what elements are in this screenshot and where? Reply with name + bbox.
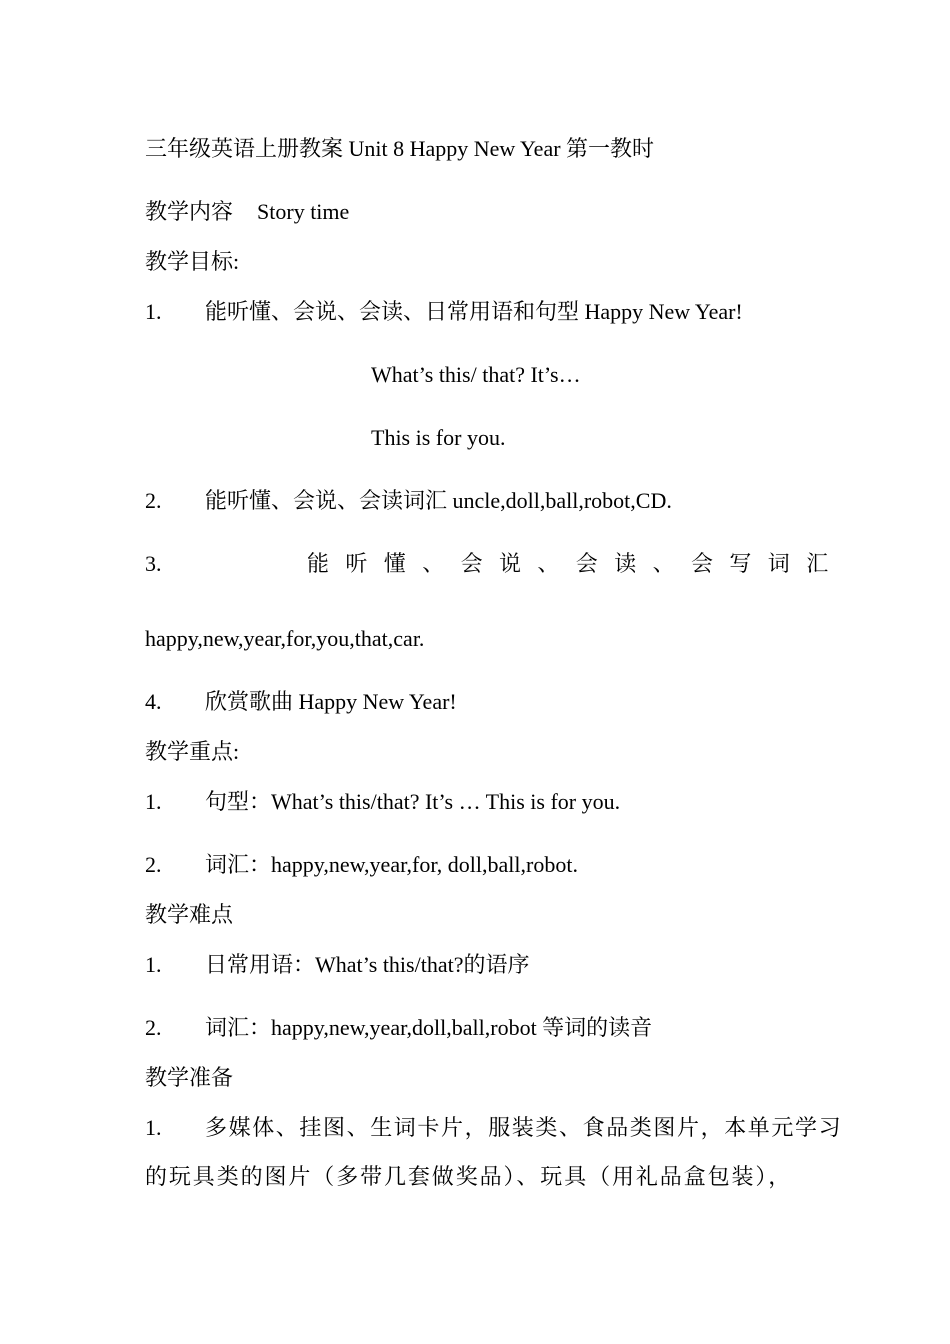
difficulty-number: 2. bbox=[145, 1015, 162, 1040]
difficulty-text: 词汇：happy,new,year,doll,ball,robot 等词的读音 bbox=[205, 1015, 653, 1040]
key-point-text: 词汇：happy,new,year,for, doll,ball,robot. bbox=[205, 852, 578, 877]
objective-text: 能听懂、会说、会读、日常用语和句型 Happy New Year! bbox=[205, 299, 743, 324]
key-point-text: 句型：What’s this/that? It’s … This is for you. bbox=[205, 789, 621, 814]
preparation-text: 的玩具类的图片（多带几套做奖品）、玩具（用礼品盒包装）， bbox=[145, 1164, 793, 1189]
objective-text: 能听懂、会说、会读词汇 uncle,doll,ball,robot,CD. bbox=[205, 488, 672, 513]
document-title: 三年级英语上册教案 Unit 8 Happy New Year 第一教时 bbox=[145, 136, 655, 161]
difficulty-number: 1. bbox=[145, 952, 162, 977]
key-points-heading: 教学重点: bbox=[145, 739, 240, 764]
teaching-content-line bbox=[145, 197, 349, 227]
key-point-number: 2. bbox=[145, 852, 162, 877]
preparation-number: 1. bbox=[145, 1115, 162, 1140]
key-point-number: 1. bbox=[145, 789, 162, 814]
objective-text: happy,new,year,for,you,that,car. bbox=[145, 626, 425, 651]
difficulties-heading: 教学难点 bbox=[145, 902, 234, 927]
objective-text: 欣赏歌曲 Happy New Year! bbox=[205, 689, 457, 714]
objective-number: 1. bbox=[145, 299, 162, 324]
preparation-heading: 教学准备 bbox=[145, 1065, 234, 1090]
objective-text: This is for you. bbox=[371, 425, 506, 450]
objective-text: 能听懂、会说、会读、会写词汇 bbox=[307, 551, 845, 576]
objectives-heading: 教学目标: bbox=[145, 249, 240, 274]
preparation-text: 多媒体、挂图、生词卡片，服装类、食品类图片，本单元学习 bbox=[205, 1115, 843, 1140]
difficulty-text: 日常用语：What’s this/that?的语序 bbox=[205, 952, 530, 977]
teaching-content-value: Story time bbox=[257, 199, 350, 224]
objective-number: 2. bbox=[145, 488, 162, 513]
objective-number: 3. bbox=[145, 551, 162, 576]
objective-text: What’s this/ that? It’s… bbox=[371, 362, 581, 387]
teaching-content-label: 教学内容 bbox=[145, 199, 234, 224]
objective-number: 4. bbox=[145, 689, 162, 714]
